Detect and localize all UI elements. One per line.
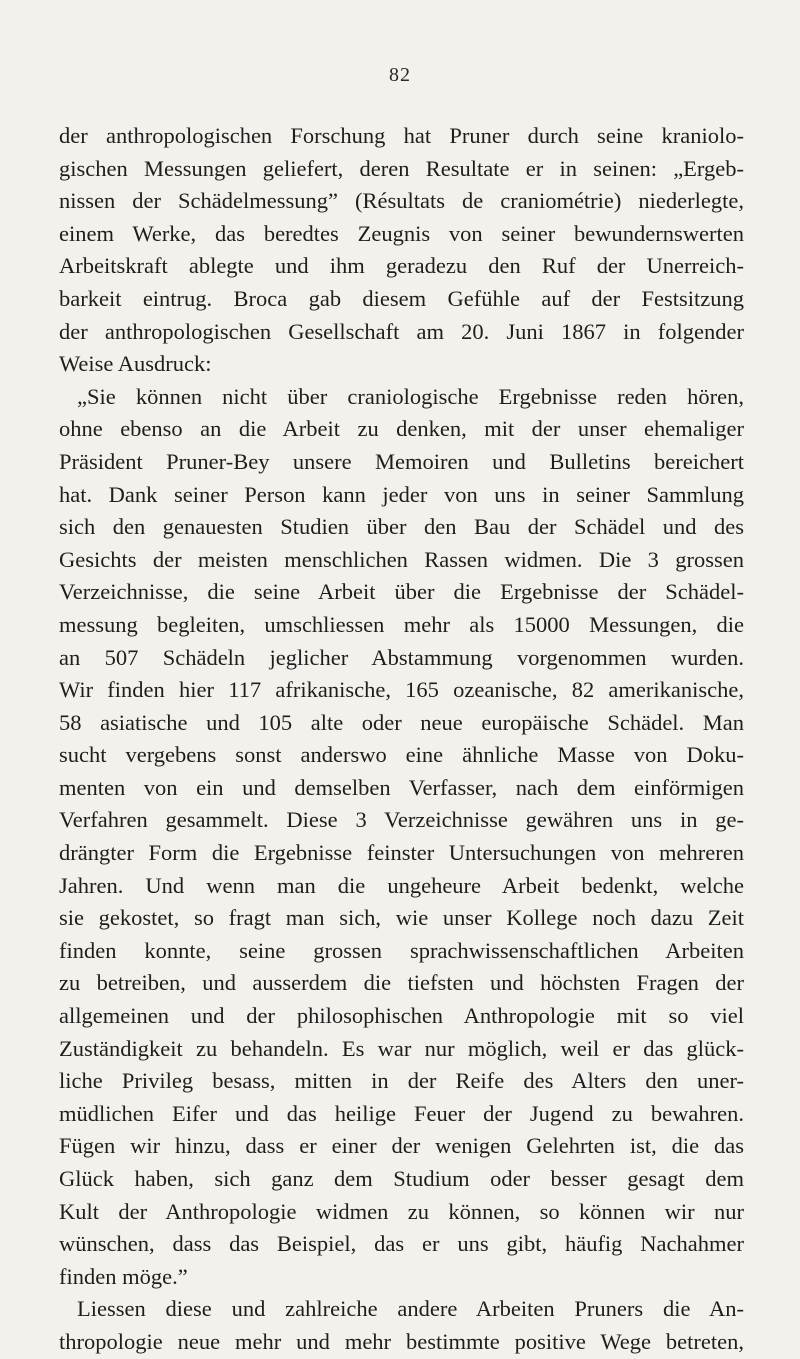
text-line: Fügen wir hinzu, dass er einer der wenigen Gelehrten ist, die das xyxy=(59,1133,744,1159)
text-line: allgemeinen und der philosophischen Anthropologie mit so viel xyxy=(59,1003,744,1029)
text-line: Wir finden hier 117 afrikanische, 165 ozeanische, 82 amerikanische, xyxy=(59,677,744,703)
text-line: Verfahren gesammelt. Diese 3 Verzeichnisse gewähren uns in ge- xyxy=(59,807,744,833)
text-line: Arbeitskraft ablegte und ihm geradezu den Ruf der Unerreich- xyxy=(59,253,744,279)
text-line: thropologie neue mehr und mehr bestimmte positive Wege betreten, xyxy=(59,1328,744,1354)
text-line: Kult der Anthropologie widmen zu können, so können wir nur xyxy=(59,1198,744,1224)
page-number: 82 xyxy=(389,64,411,86)
text-line: zu betreiben, und ausserdem die tiefsten und höchsten Fragen der xyxy=(59,970,744,996)
text-line: an 507 Schädeln jeglicher Abstammung vorgenommen wurden. xyxy=(59,644,744,670)
text-line: Jahren. Und wenn man die ungeheure Arbeit bedenkt, welche xyxy=(59,872,744,898)
text-line: ohne ebenso an die Arbeit zu denken, mit der unser ehemaliger xyxy=(59,416,744,442)
text-line: Liessen diese und zahlreiche andere Arbeiten Pruners die An- xyxy=(77,1296,744,1322)
text-line: „Sie können nicht über craniologische Ergebnisse reden hören, xyxy=(77,383,744,409)
text-line: sucht vergebens sonst anderswo eine ähnliche Masse von Doku- xyxy=(59,742,744,768)
body-text xyxy=(59,120,744,1359)
text-line: drängter Form die Ergebnisse feinster Untersuchungen von mehreren xyxy=(59,840,744,866)
text-line: Weise Ausdruck: xyxy=(59,351,212,377)
text-line: hat. Dank seiner Person kann jeder von uns in seiner Sammlung xyxy=(59,481,744,507)
text-line: Gesichts der meisten menschlichen Rassen widmen. Die 3 grossen xyxy=(59,546,744,572)
text-line: nissen der Schädelmessung” (Résultats de craniométrie) niederlegte, xyxy=(59,188,744,214)
text-line: finden möge.” xyxy=(59,1263,188,1289)
text-line: Verzeichnisse, die seine Arbeit über die Ergebnisse der Schädel- xyxy=(59,579,744,605)
text-line: barkeit eintrug. Broca gab diesem Gefühle auf der Festsitzung xyxy=(59,285,744,311)
text-line: sich den genauesten Studien über den Bau der Schädel und des xyxy=(59,514,744,540)
text-line: gischen Messungen geliefert, deren Resultate er in seinen: „Ergeb- xyxy=(59,155,744,181)
text-line: liche Privileg besass, mitten in der Reife des Alters den uner- xyxy=(59,1068,744,1094)
text-line: Zuständigkeit zu behandeln. Es war nur möglich, weil er das glück- xyxy=(59,1035,744,1061)
text-line: messung begleiten, umschliessen mehr als 15000 Messungen, die xyxy=(59,611,744,637)
text-line: 58 asiatische und 105 alte oder neue europäische Schädel. Man xyxy=(59,709,744,735)
text-line: Präsident Pruner-Bey unsere Memoiren und Bulletins bereichert xyxy=(59,448,744,474)
text-line: sie gekostet, so fragt man sich, wie unser Kollege noch dazu Zeit xyxy=(59,905,744,931)
text-line: wünschen, dass das Beispiel, das er uns gibt, häufig Nachahmer xyxy=(59,1231,744,1257)
text-line: finden konnte, seine grossen sprachwissenschaftlichen Arbeiten xyxy=(59,937,744,963)
text-line: der anthropologischen Forschung hat Pruner durch seine kraniolo- xyxy=(59,123,744,148)
text-line: einem Werke, das beredtes Zeugnis von seiner bewundernswerten xyxy=(59,220,744,246)
text-line: müdlichen Eifer und das heilige Feuer der Jugend zu bewahren. xyxy=(59,1100,744,1126)
text-line: menten von ein und demselben Verfasser, nach dem einförmigen xyxy=(59,774,744,800)
text-line: der anthropologischen Gesellschaft am 20. Juni 1867 in folgender xyxy=(59,318,744,344)
text-line: Glück haben, sich ganz dem Studium oder besser gesagt dem xyxy=(59,1166,744,1191)
